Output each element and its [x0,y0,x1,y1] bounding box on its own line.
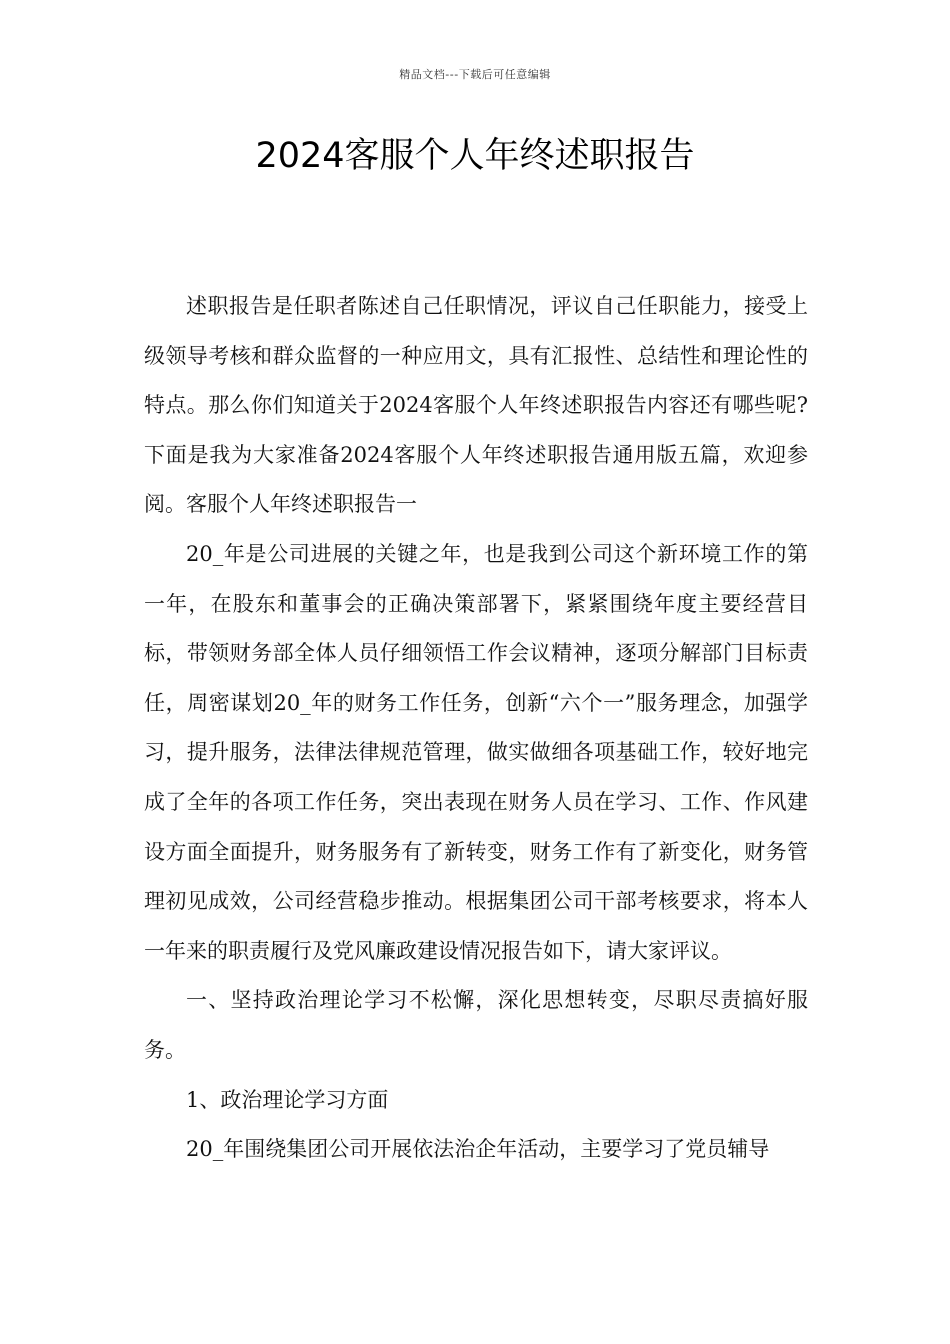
header-note: 精品文档---下载后可任意编辑 [399,68,551,81]
paragraph-study: 20_年围绕集团公司开展依法治企年活动，主要学习了党员辅导 [186,1137,770,1162]
subsection-heading-1: 1、政治理论学习方面 [186,1087,389,1112]
paragraph-intro: 述职报告是任职者陈述自己任职情况，评议自己任职能力，接受上级领导考核和群众监督的一种应用文，具有汇报性、总结性和理论性的特点。那么你们知道关于2024客服个人年终述职报告内容还有哪些呢?下面是我为大家准备2024客服个人年终述职报告通用版五篇，欢迎参阅。客服个人年终述职报告一 [144,294,808,517]
paragraph-summary: 20_年是公司进展的关键之年，也是我到公司这个新环境工作的第一年，在股东和董事会的正确决策部署下，紧紧围绕年度主要经营目标，带领财务部全体人员仔细领悟工作会议精神，逐项分解部门目标责任，周密谋划20_年的财务工作任务，创新“六个一”服务理念，加强学习，提升服务，法律法律规范管理，做实做细各项基础工作，较好地完成了全年的各项工作任务，突出表现在财务人员在学习、工作、作风建设方面全面提升，财务服务有了新转变，财务工作有了新变化，财务管理初见成效，公司经营稳步推动。根据集团公司干部考核要求，将本人一年来的职责履行及党风廉政建设情况报告如下，请大家评议。 [144,541,808,963]
document-title: 2024客服个人年终述职报告 [255,136,695,176]
section-heading-1: 一、坚持政治理论学习不松懈，深化思想转变，尽职尽责搞好服务。 [144,988,808,1062]
document-body [144,282,808,1175]
